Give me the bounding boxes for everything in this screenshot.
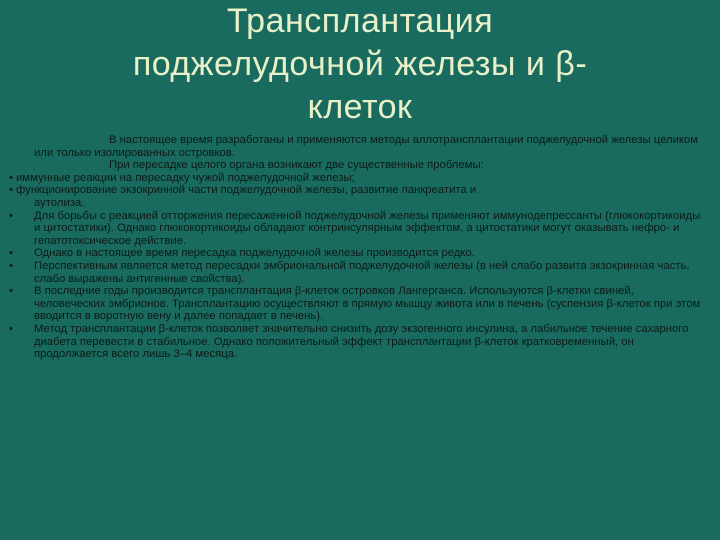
list-item — [6, 260, 706, 285]
title-line-2: поджелудочной железы и β- — [132, 45, 588, 83]
bullet-icon: • — [9, 322, 13, 335]
bullet-icon: • — [9, 171, 13, 184]
title-line-3: клеток — [307, 88, 413, 126]
bullet-icon: • — [9, 247, 13, 260]
bullet-text: функционирование экзокринной части поджелудочной железы, развитие панкреатита и — [16, 184, 477, 197]
bullet-icon: • — [9, 259, 13, 272]
intro-paragraph: В настоящее время разработаны и применяются методы аллотрансплантации поджелудочной железы целиком или только изолированных островков. — [34, 134, 699, 159]
bullet-text: В последние годы производится трансплантация β-клеток островков Лангерганса. Используются β-клетки свиней, человеческих эмбрионов. Трансплантацию осуществляют в прямую мышцу живота или в печень (суспензия β-клеток при этом вводится в воротную вену и далее попадает в печень). — [34, 285, 701, 323]
bullet-text-continued: аутолиза. — [34, 196, 85, 209]
list-item — [6, 210, 706, 248]
bullet-text: Перспективным является метод пересадки эмбриональной поджелудочной железы (в ней слабо развита экзокринная часть, слабо выражены антигенные свойства). — [34, 259, 690, 285]
bullet-text: иммунные реакции на пересадку чужой поджелудочной железы; — [16, 171, 355, 184]
slide-title — [40, 0, 680, 129]
bullet-icon: • — [9, 285, 13, 298]
problems-paragraph: При пересадке целого органа возникают две существенные проблемы: — [109, 159, 484, 172]
bullet-text: Однако в настоящее время пересадка поджелудочной железы производится редко. — [34, 247, 475, 260]
title-line-1: Трансплантация — [226, 2, 494, 40]
list-item — [6, 172, 706, 185]
list-item — [6, 247, 706, 260]
list-item — [6, 184, 706, 209]
bullet-icon: • — [9, 184, 13, 197]
list-item — [6, 323, 706, 361]
list-item — [6, 285, 706, 323]
slide-body — [6, 134, 706, 361]
bullet-text: Для борьбы с реакцией отторжения пересаженной поджелудочной железы применяют иммунодепрессанты (глюкокортикоиды и цитостатики). Однако глюкокортикоиды обладают контринсулярным эффектом, а цитостатики могут оказывать нефро- и гепатотоксическое действие. — [34, 209, 701, 247]
bullet-text: Метод трансплантации β-клеток позволяет значительно снизить дозу экзогенного инсулина, а лабильное течение сахарного диабета перевести в стабильное. Однако положительный эффект трансплантации β-клеток кратковременный, он продолжается всего лишь 3–4 месяца. — [34, 322, 689, 361]
bullet-icon: • — [9, 209, 13, 222]
